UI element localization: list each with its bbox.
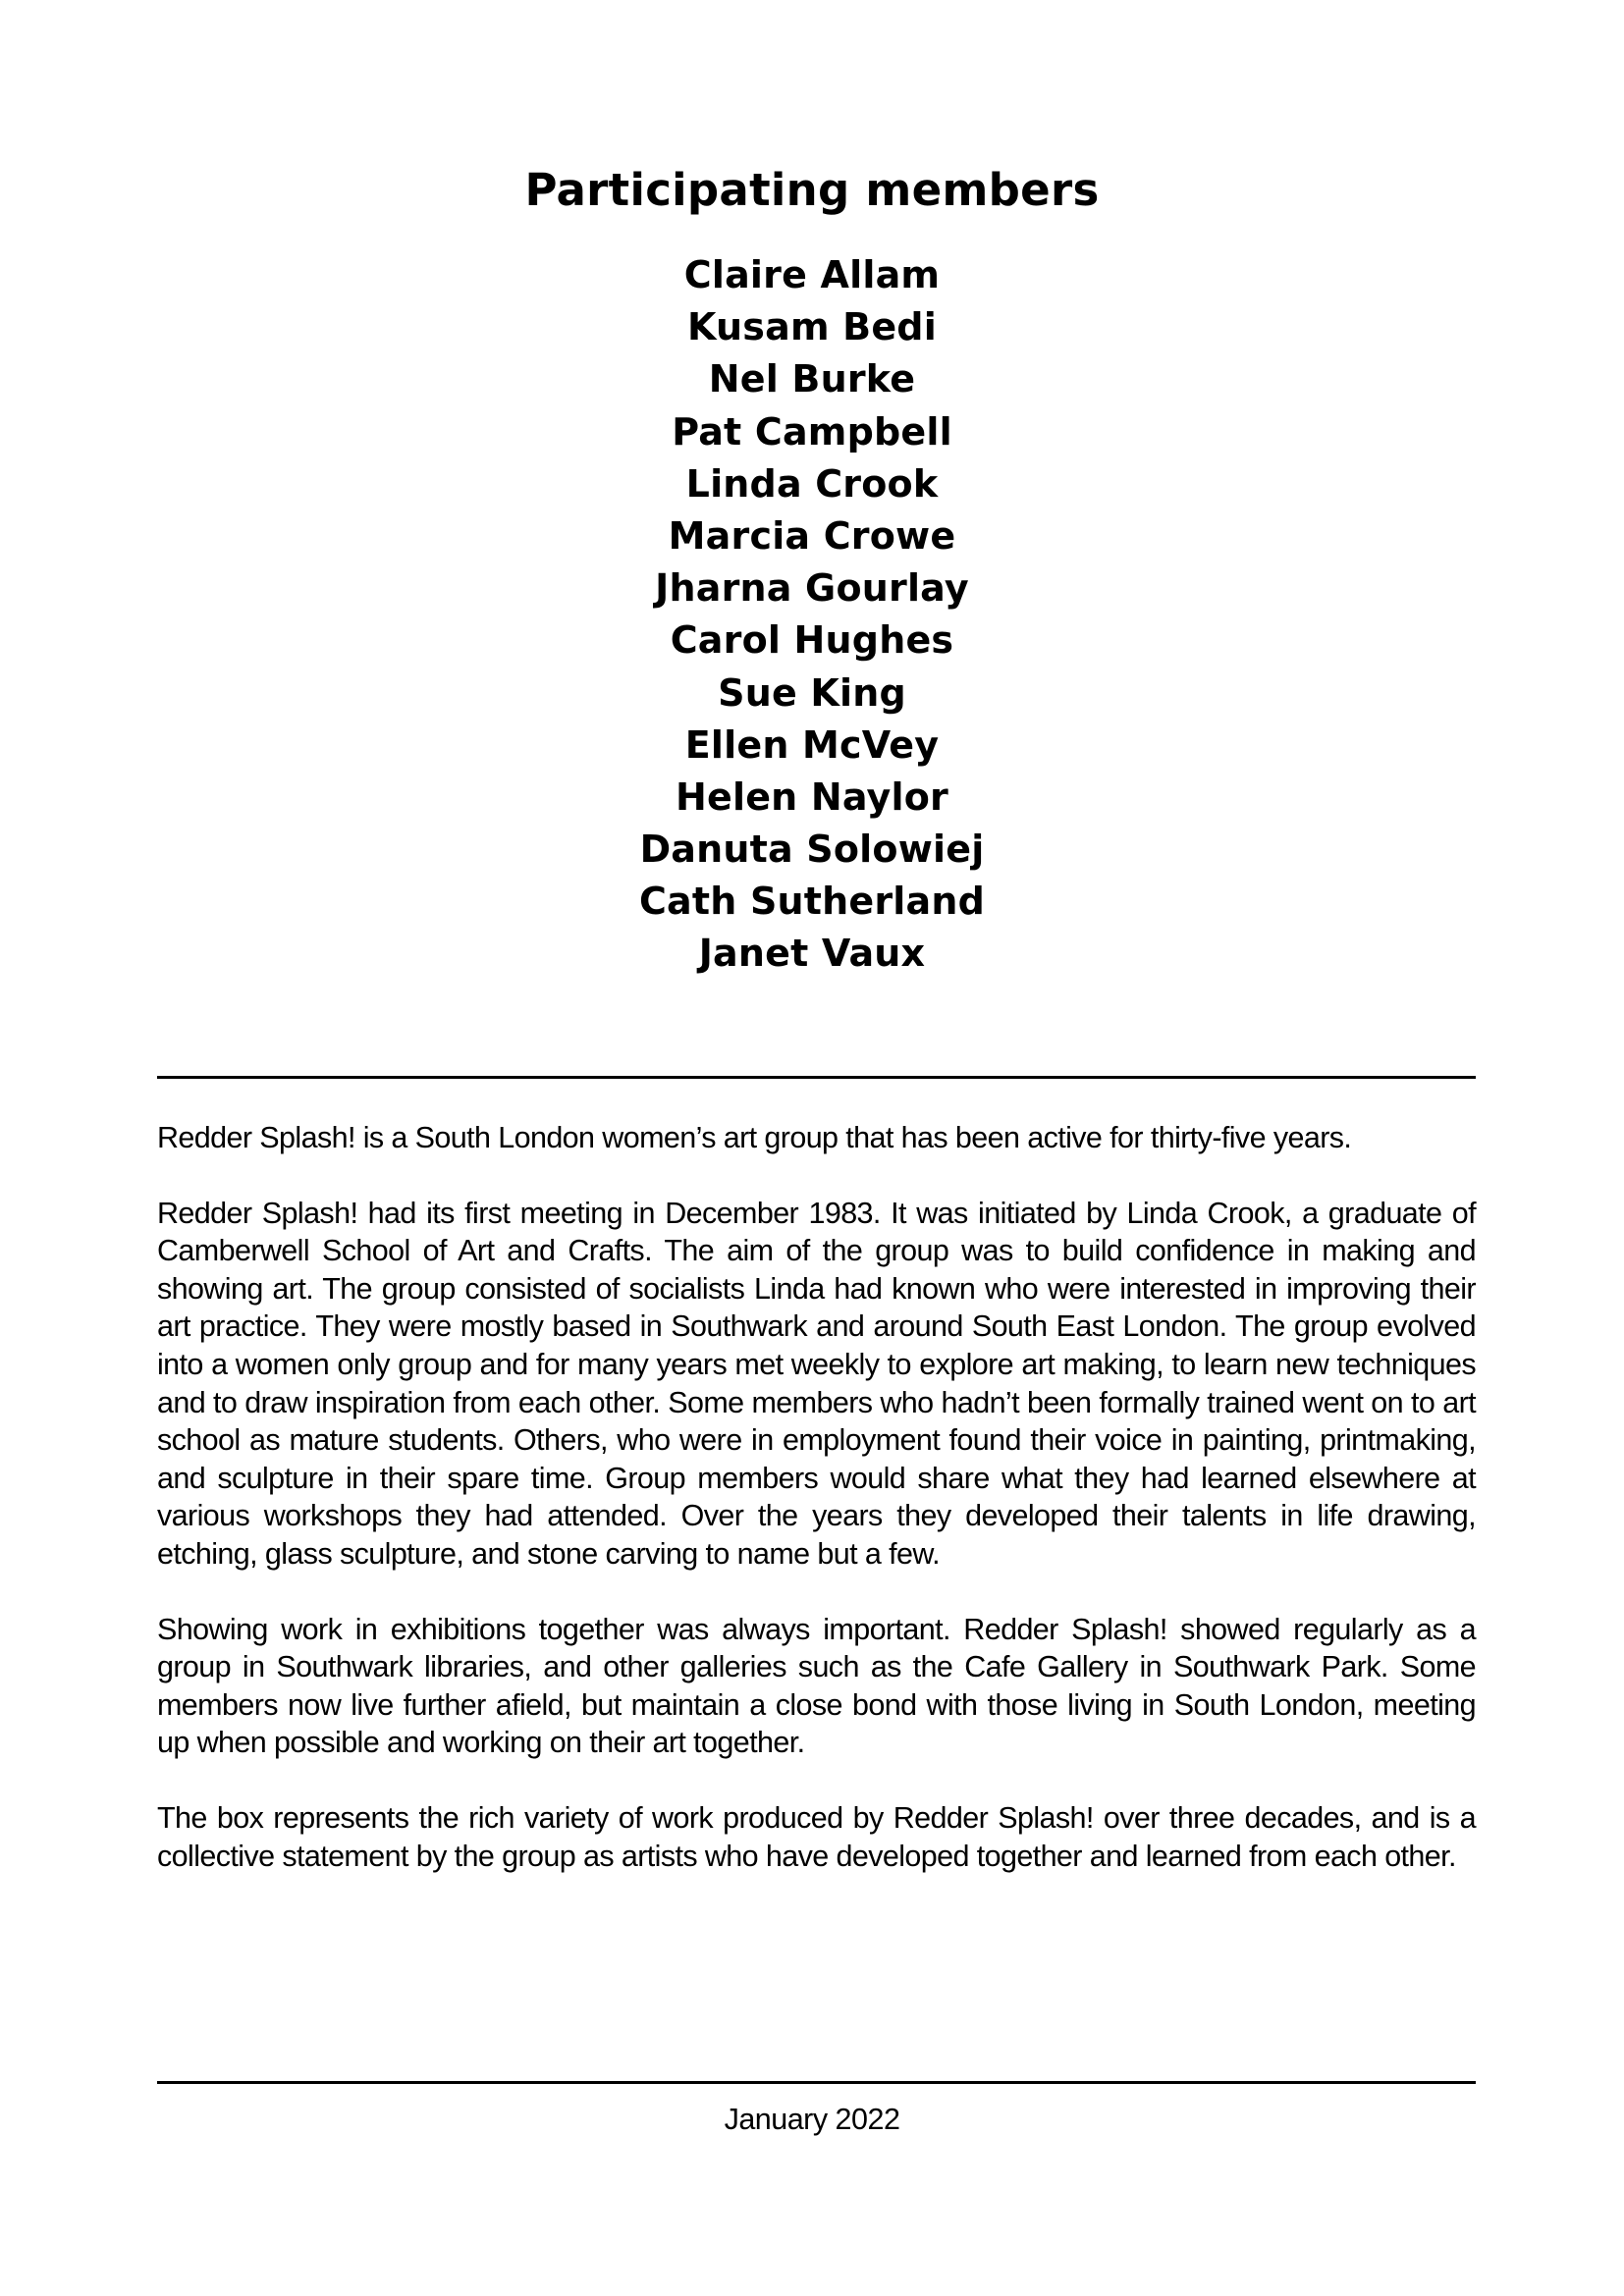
- paragraph-intro: Redder Splash! is a South London women’s art group that has been active for thirty-five years.: [157, 1121, 1352, 1154]
- paragraph-history: Redder Splash! had its first meeting in December 1983. It was initiated by Linda Crook, a graduate of Camberwell School of Art and Crafts. The aim of the group was to build confidence in making and showing art. The group consisted of socialists Linda had known who were interested in improving their art practice. They were mostly based in Southwark and around South East London. The group evolved into a women only group and for many years met weekly to explore art making, to learn new techniques and to draw inspiration from each other. Some members who hadn’t been formally trained went on to art school as mature students. Others, who were in employment found their voice in painting, printmaking, and sculpture in their spare time. Group members would share what they had learned elsewhere at various workshops they had attended. Over the years they developed their talents in life drawing, etching, glass sculpture, and stone carving to name but a few.: [157, 1196, 1476, 1571]
- member-name: Helen Naylor: [676, 774, 948, 819]
- member-name: Jharna Gourlay: [655, 566, 969, 611]
- member-name: Sue King: [718, 670, 906, 715]
- member-name: Cath Sutherland: [638, 880, 986, 924]
- member-name: Carol Hughes: [670, 618, 954, 663]
- member-name: Janet Vaux: [698, 932, 926, 976]
- horizontal-divider: [157, 1076, 1476, 1079]
- page-title: Participating members: [524, 164, 1100, 216]
- members-list: [0, 249, 1624, 981]
- paragraph-box: The box represents the rich variety of work produced by Redder Splash! over three decades, and is a collective statement by the group as artists who have developed together and learned from each other.: [157, 1800, 1476, 1873]
- member-name: Nel Burke: [708, 357, 916, 401]
- body-text: [157, 1119, 1476, 1912]
- member-name: Kusam Bedi: [687, 305, 937, 349]
- member-name: Pat Campbell: [672, 409, 952, 454]
- member-name: Linda Crook: [685, 461, 939, 506]
- member-name: Marcia Crowe: [668, 513, 956, 558]
- member-name: Claire Allam: [683, 253, 941, 296]
- date-footer: January 2022: [724, 2103, 900, 2136]
- member-name: Ellen McVey: [684, 722, 940, 767]
- paragraph-exhibitions: Showing work in exhibitions together was always important. Redder Splash! showed regularly as a group in Southwark libraries, and other galleries such as the Cafe Gallery in Southwark Park. Some members now live further afield, but maintain a close bond with those living in South London, meeting up when possible and working on their art together.: [157, 1612, 1476, 1760]
- horizontal-divider: [157, 2081, 1476, 2084]
- member-name: Danuta Solowiej: [639, 828, 985, 872]
